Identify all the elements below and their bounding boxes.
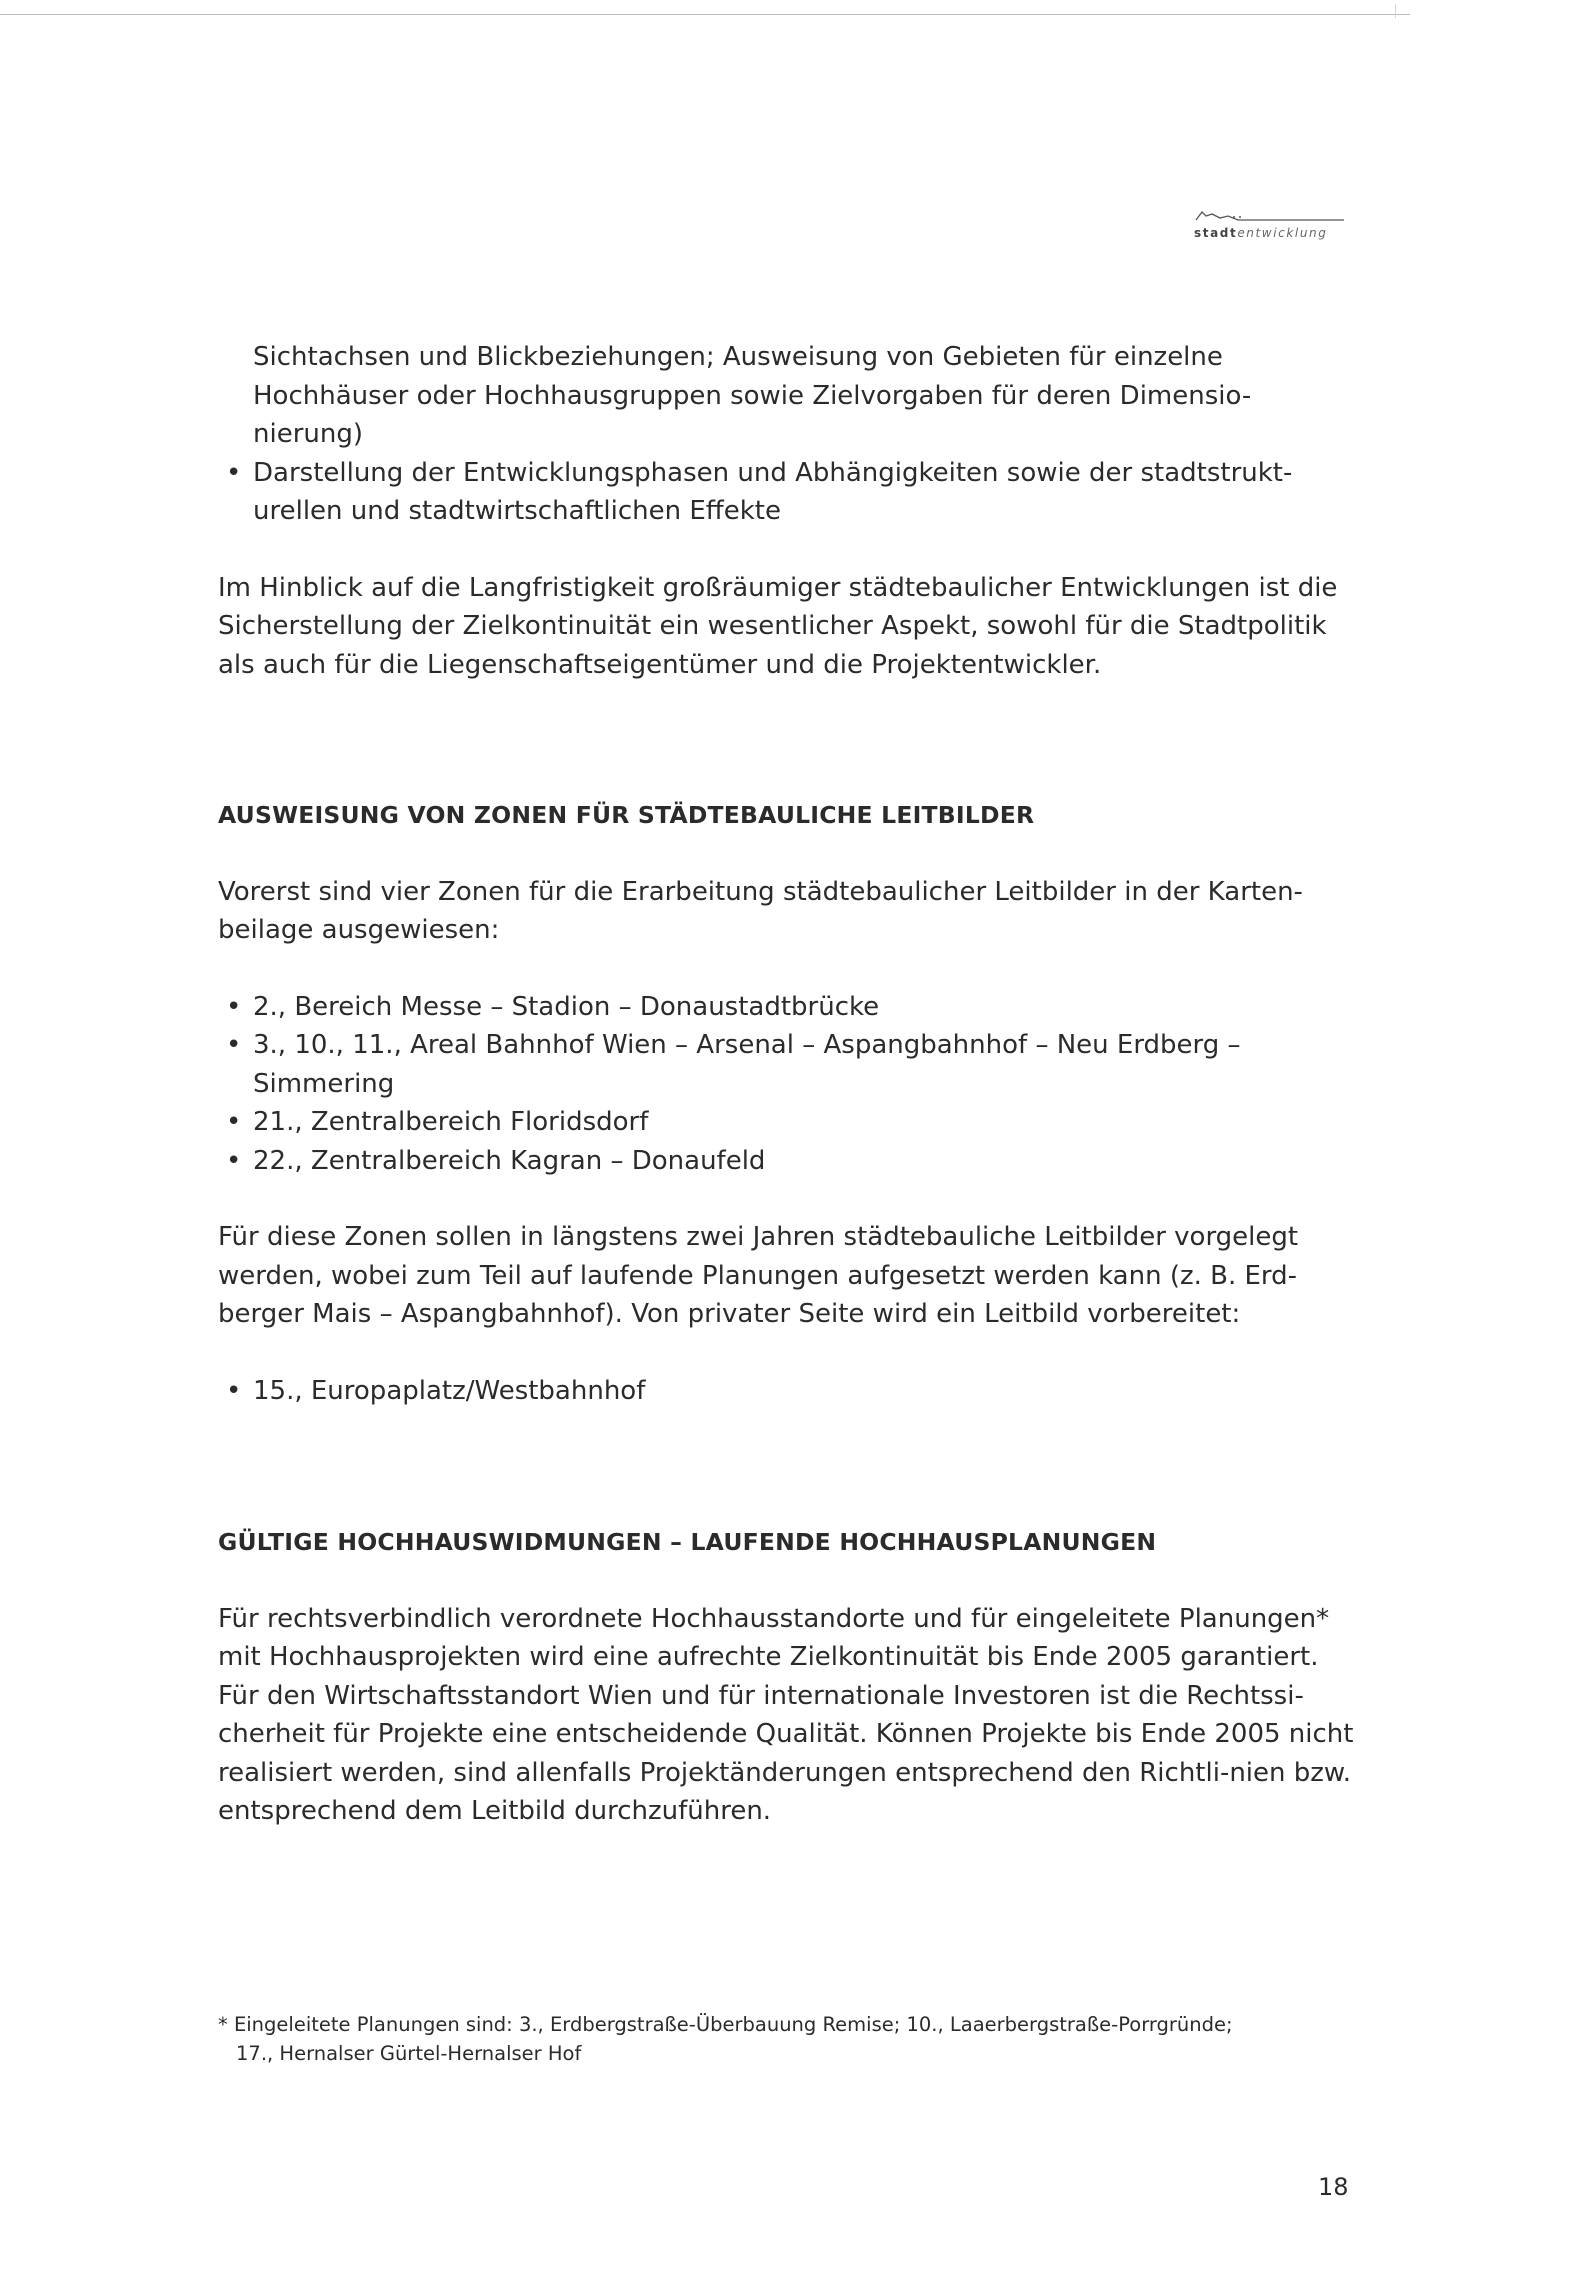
bullet-icon: • bbox=[226, 991, 242, 1022]
section-heading-zones: AUSWEISUNG VON ZONEN FÜR STÄDTEBAULICHE LEITBILDER bbox=[218, 801, 1035, 829]
page-number: 18 bbox=[1318, 2173, 1349, 2201]
list-item bbox=[218, 454, 1323, 531]
zone-text: 22., Zentralbereich Kagran – Donaufeld bbox=[253, 1145, 766, 1176]
intro-paragraph: Im Hinblick auf die Langfristigkeit großräumiger städtebaulicher Entwicklungen ist die Sicherstellung der Zielkontinuität ein wesentlicher Aspekt, sowohl für die Stadtpolitik als auch für die Liegenschaftseigentümer und die Projektentwickler. bbox=[218, 572, 1338, 680]
scan-edge-line bbox=[0, 14, 1410, 15]
logo-bold: stadt bbox=[1194, 226, 1238, 240]
list-item bbox=[218, 1103, 1358, 1142]
intro-list bbox=[218, 454, 1358, 531]
bullet-icon: • bbox=[226, 457, 242, 488]
list-item bbox=[218, 1372, 1358, 1411]
zones-intro: Vorerst sind vier Zonen für die Erarbeitung städtebaulicher Leitbilder in der Karten-beilage ausgewiesen: bbox=[218, 876, 1303, 945]
bullet-icon: • bbox=[226, 1030, 242, 1060]
scan-edge-mark bbox=[1395, 4, 1396, 18]
main-content bbox=[218, 338, 1358, 1831]
list-item bbox=[218, 988, 1358, 1027]
zone-text: 3., 10., 11., Areal Bahnhof Wien – Arsenal – Aspangbahnhof – Neu Erdberg – Simmering bbox=[253, 1030, 1241, 1099]
zones-list bbox=[218, 988, 1358, 1181]
private-zone-list bbox=[218, 1372, 1358, 1411]
zone-text: 2., Bereich Messe – Stadion – Donaustadtbrücke bbox=[253, 991, 880, 1022]
intro-continuation: Sichtachsen und Blickbeziehungen; Ausweisung von Gebieten für einzelne Hochhäuser oder Hochhausgruppen sowie Zielvorgaben für deren Dimensio-nierung) bbox=[253, 342, 1252, 449]
footnote-line: 17., Hernalser Gürtel-Hernalser Hof bbox=[236, 2042, 582, 2065]
zone-text: 21., Zentralbereich Floridsdorf bbox=[253, 1107, 649, 1137]
logo-italic: entwicklung bbox=[1237, 226, 1328, 240]
logo-wordmark bbox=[1194, 226, 1327, 240]
bullet-icon: • bbox=[226, 1145, 242, 1176]
skyline-icon bbox=[1194, 204, 1354, 226]
stadtentwicklung-logo bbox=[1194, 204, 1354, 254]
widmungen-paragraph: Für rechtsverbindlich verordnete Hochhausstandorte und für eingeleitete Planungen* mit Hochhausprojekten wird eine aufrechte Zielkontinuität bis Ende 2005 garantiert. Für den Wirtschaftsstandort Wien und für internationale Investoren ist die Rechtssi-cherheit für Projekte eine entscheidende Qualität. Können Projekte bis Ende 2005 nicht realisiert werden, sind allenfalls Projektänderungen entsprechend den Richtli-nien bzw. entsprechend dem Leitbild durchzuführen. bbox=[218, 1603, 1354, 1826]
footnote bbox=[218, 2010, 1358, 2068]
bullet-icon: • bbox=[226, 1375, 242, 1406]
zone-text: 15., Europaplatz/Westbahnhof bbox=[253, 1375, 646, 1406]
list-item bbox=[218, 1142, 1358, 1181]
zones-paragraph: Für diese Zonen sollen in längstens zwei Jahren städtebauliche Leitbilder vorgelegt werden, wobei zum Teil auf laufende Planungen aufgesetzt werden kann (z. B. Erd-berger Mais – Aspangbahnhof). Von privater Seite wird ein Leitbild vorbereitet: bbox=[218, 1222, 1299, 1329]
list-item bbox=[218, 1026, 1293, 1103]
list-item-text: Darstellung der Entwicklungsphasen und Abhängigkeiten sowie der stadtstrukt-urellen und stadtwirtschaftlichen Effekte bbox=[253, 457, 1293, 526]
footnote-line: * Eingeleitete Planungen sind: 3., Erdbergstraße-Überbauung Remise; 10., Laaerbergstraße-Porrgründe; bbox=[218, 2013, 1233, 2036]
bullet-icon: • bbox=[226, 1107, 242, 1137]
section-heading-widmungen: GÜLTIGE HOCHHAUSWIDMUNGEN – LAUFENDE HOCHHAUSPLANUNGEN bbox=[218, 1528, 1157, 1556]
